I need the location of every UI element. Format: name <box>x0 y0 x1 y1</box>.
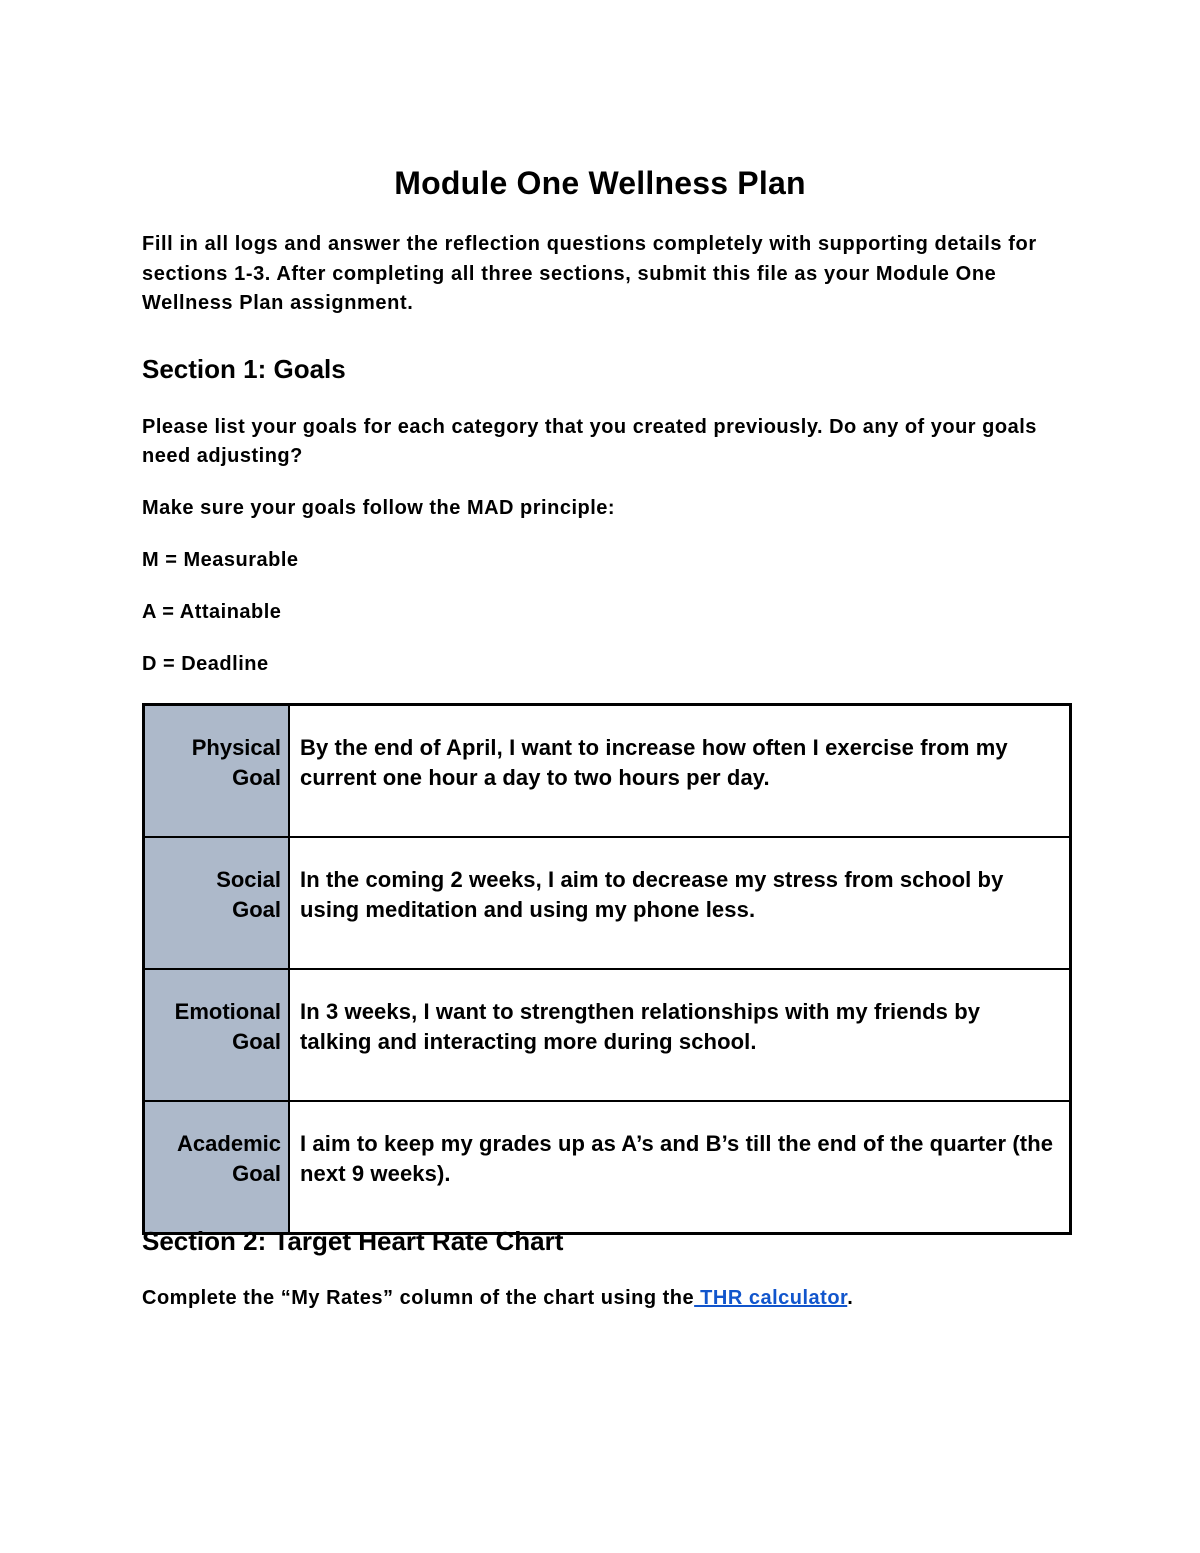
table-row-emotional <box>144 969 1071 1101</box>
goal-label-line2: Goal <box>232 765 281 790</box>
mad-deadline: D = Deadline <box>142 653 269 675</box>
goal-label-line2: Goal <box>232 1029 281 1054</box>
mad-measurable: M = Measurable <box>142 549 299 571</box>
section-1-heading: Section 1: Goals <box>142 354 346 384</box>
goal-label-emotional <box>144 969 290 1101</box>
goal-text-academic[interactable]: I aim to keep my grades up as A’s and B’s till the end of the quarter (the next 9 weeks). <box>289 1101 1071 1234</box>
goal-text-physical[interactable]: By the end of April, I want to increase how often I exercise from my current one hour a day to two hours per day. <box>289 705 1071 838</box>
goal-label-line2: Goal <box>232 1161 281 1186</box>
goal-text-emotional[interactable]: In 3 weeks, I want to strengthen relationships with my friends by talking and interacting more during school. <box>289 969 1071 1101</box>
goal-label-social <box>144 837 290 969</box>
table-row-social <box>144 837 1071 969</box>
mad-intro: Make sure your goals follow the MAD principle: <box>142 497 616 519</box>
goal-label-academic <box>144 1101 290 1234</box>
goal-label-physical <box>144 705 290 838</box>
thr-instruction <box>142 1284 1042 1313</box>
goal-label-line1: Emotional <box>174 999 281 1024</box>
thr-instruction-text: Complete the “My Rates” column of the chart using the <box>142 1287 695 1309</box>
goal-label-line1: Social <box>216 867 281 892</box>
goal-label-line2: Goal <box>232 897 281 922</box>
thr-instruction-period: . <box>847 1287 854 1309</box>
mad-attainable: A = Attainable <box>142 601 282 623</box>
goal-label-line1: Academic <box>177 1131 281 1156</box>
section-2-heading: Section 2: Target Heart Rate Chart <box>142 1226 564 1256</box>
goals-prompt: Please list your goals for each category that you created previously. Do any of your goals need adjusting? <box>142 416 1037 467</box>
goals-table <box>142 703 1072 1235</box>
intro-paragraph: Fill in all logs and answer the reflection questions completely with supporting details for sections 1-3. After completing all three sections, submit this file as your Module One Wellness Plan assignment. <box>142 233 1037 314</box>
table-row-physical <box>144 705 1071 838</box>
document-title: Module One Wellness Plan <box>394 165 806 201</box>
table-row-academic <box>144 1101 1071 1234</box>
goal-text-social[interactable]: In the coming 2 weeks, I aim to decrease my stress from school by using meditation and using my phone less. <box>289 837 1071 969</box>
goal-label-line1: Physical <box>191 735 281 760</box>
thr-calculator-link[interactable]: THR calculator <box>694 1287 848 1309</box>
